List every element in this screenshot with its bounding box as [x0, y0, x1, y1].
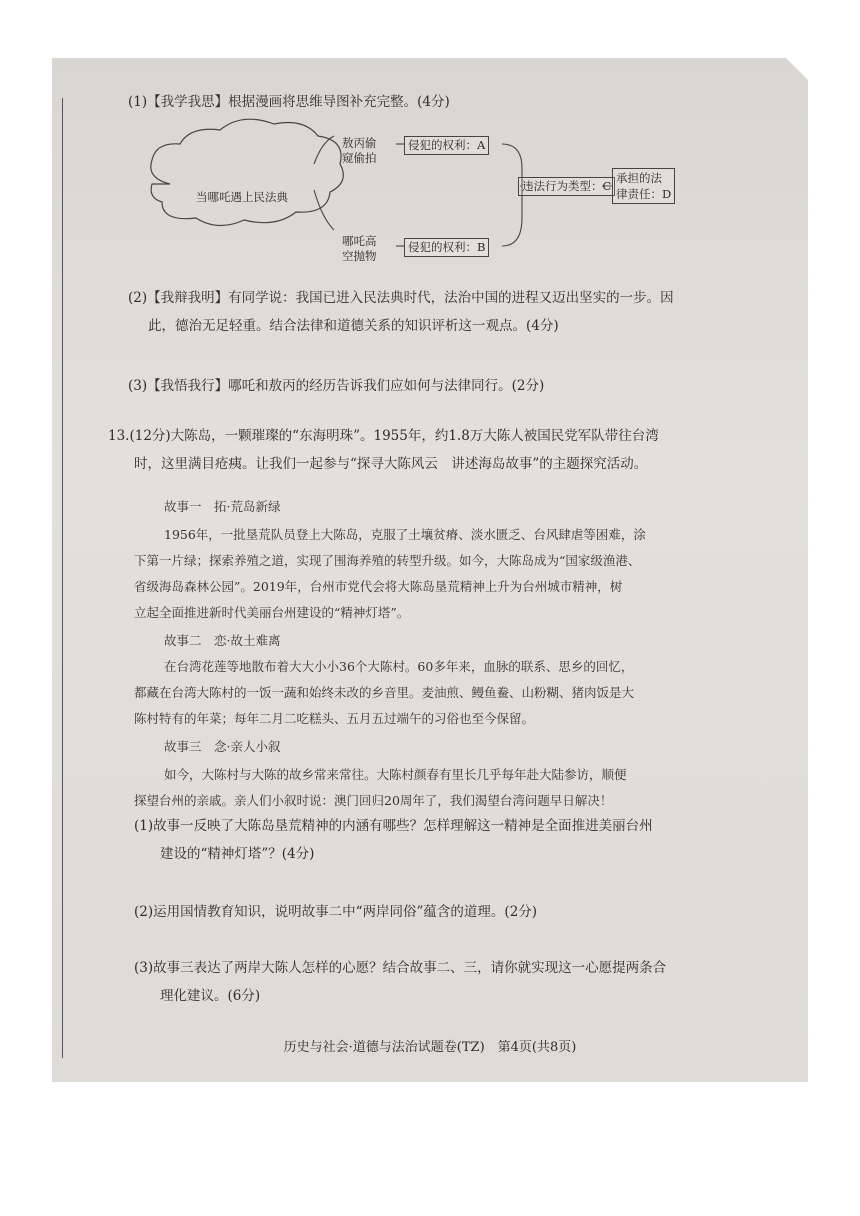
mindmap-box-right-b: 侵犯的权利：B: [404, 238, 489, 257]
q13-part1-line2: 建设的“精神灯塔”？(4分): [160, 846, 315, 862]
cloud-shape: [151, 119, 344, 225]
q13-part3-line1: (3)故事三表达了两岸大陈人怎样的心愿？结合故事二、三，请你就实现这一心愿提两条合: [134, 960, 667, 976]
story2-line: 在台湾花莲等地散布着大大小小36个大陈村。60多年来，血脉的联系、思乡的回忆，: [164, 659, 634, 674]
mindmap-box-right-a: 侵犯的权利：A: [404, 136, 489, 155]
mindmap-lines: [52, 58, 808, 298]
story1-line: 1956年，一批垦荒队员登上大陈岛，克服了土壤贫瘠、淡水匮乏、台风肆虐等困难，涂: [164, 527, 646, 542]
q13-intro-line2: 时，这里满目疮痍。让我们一起参与“探寻大陈风云 讲述海岛故事”的主题探究活动。: [134, 456, 648, 472]
q13-part3-line2: 理化建议。(6分): [160, 988, 261, 1004]
story1-title: 故事一 拓·荒岛新绿: [164, 499, 281, 514]
story1-line: 下第一片绿；探索养殖之道，实现了围海养殖的转型升级。如今，大陈岛成为“国家级渔港、: [134, 553, 641, 568]
story2-line: 都藏在台湾大陈村的一饭一蔬和始终未改的乡音里。麦油煎、鳗鱼鲞、山粉糊、猪肉饭是大: [134, 685, 635, 700]
mindmap-center: 当哪吒遇上民法典: [196, 190, 288, 204]
q13-part2: (2)运用国情教育知识，说明故事二中“两岸同俗”蕴含的道理。(2分): [134, 904, 538, 920]
q13-part1-line1: (1)故事一反映了大陈岛垦荒精神的内涵有哪些？怎样理解这一精神是全面推进美丽台州: [134, 818, 653, 834]
mindmap-box-type-c: 违法行为类型：C: [518, 177, 615, 196]
q12-part2-line1: (2)【我辩我明】有同学说：我国已进入民法典时代，法治中国的进程又迈出坚实的一步。因: [128, 290, 674, 306]
story2-line: 陈村特有的年菜；每年二月二吃糕头、五月五过端午的习俗也至今保留。: [134, 711, 535, 726]
story1-line: 立起全面推进新时代美丽台州建设的“精神灯塔”。: [134, 605, 410, 620]
mindmap-branch-top: 敖丙偷窥偷拍: [342, 136, 377, 165]
exam-page: [52, 58, 808, 1082]
mindmap-box-responsibility-d: [612, 168, 675, 204]
q13-intro-line1: 13.(12分)大陈岛，一颗璀璨的“东海明珠”。1955年，约1.8万大陈人被国民党军队带往台湾: [108, 428, 659, 444]
story2-title: 故事二 恋·故土难离: [164, 633, 281, 648]
page-footer: 历史与社会·道德与法治试题卷(TZ) 第4页(共8页): [283, 1040, 577, 1055]
q12-part1: (1)【我学我思】根据漫画将思维导图补充完整。(4分): [128, 94, 450, 110]
story3-line: 探望台州的亲戚。亲人们小叙时说：澳门回归20周年了，我们渴望台湾问题早日解决！: [134, 793, 613, 808]
q12-part2-line2: 此，德治无足轻重。结合法律和道德关系的知识评析这一观点。(4分): [148, 318, 559, 334]
story3-line: 如今，大陈村与大陈的故乡常来常往。大陈村颜春有里长几乎每年赴大陆参访，顺便: [164, 767, 627, 782]
resp-line1: 承担的法: [616, 171, 662, 185]
resp-line2: 律责任：D: [616, 187, 672, 201]
mindmap-branch-bottom: 哪吒高空抛物: [342, 234, 377, 263]
story3-title: 故事三 念·亲人小叙: [164, 739, 281, 754]
q12-part3: (3)【我悟我行】哪吒和敖丙的经历告诉我们应如何与法律同行。(2分): [128, 378, 545, 394]
story1-line: 省级海岛森林公园”。2019年，台州市党代会将大陈岛垦荒精神上升为台州城市精神，树: [134, 579, 623, 594]
